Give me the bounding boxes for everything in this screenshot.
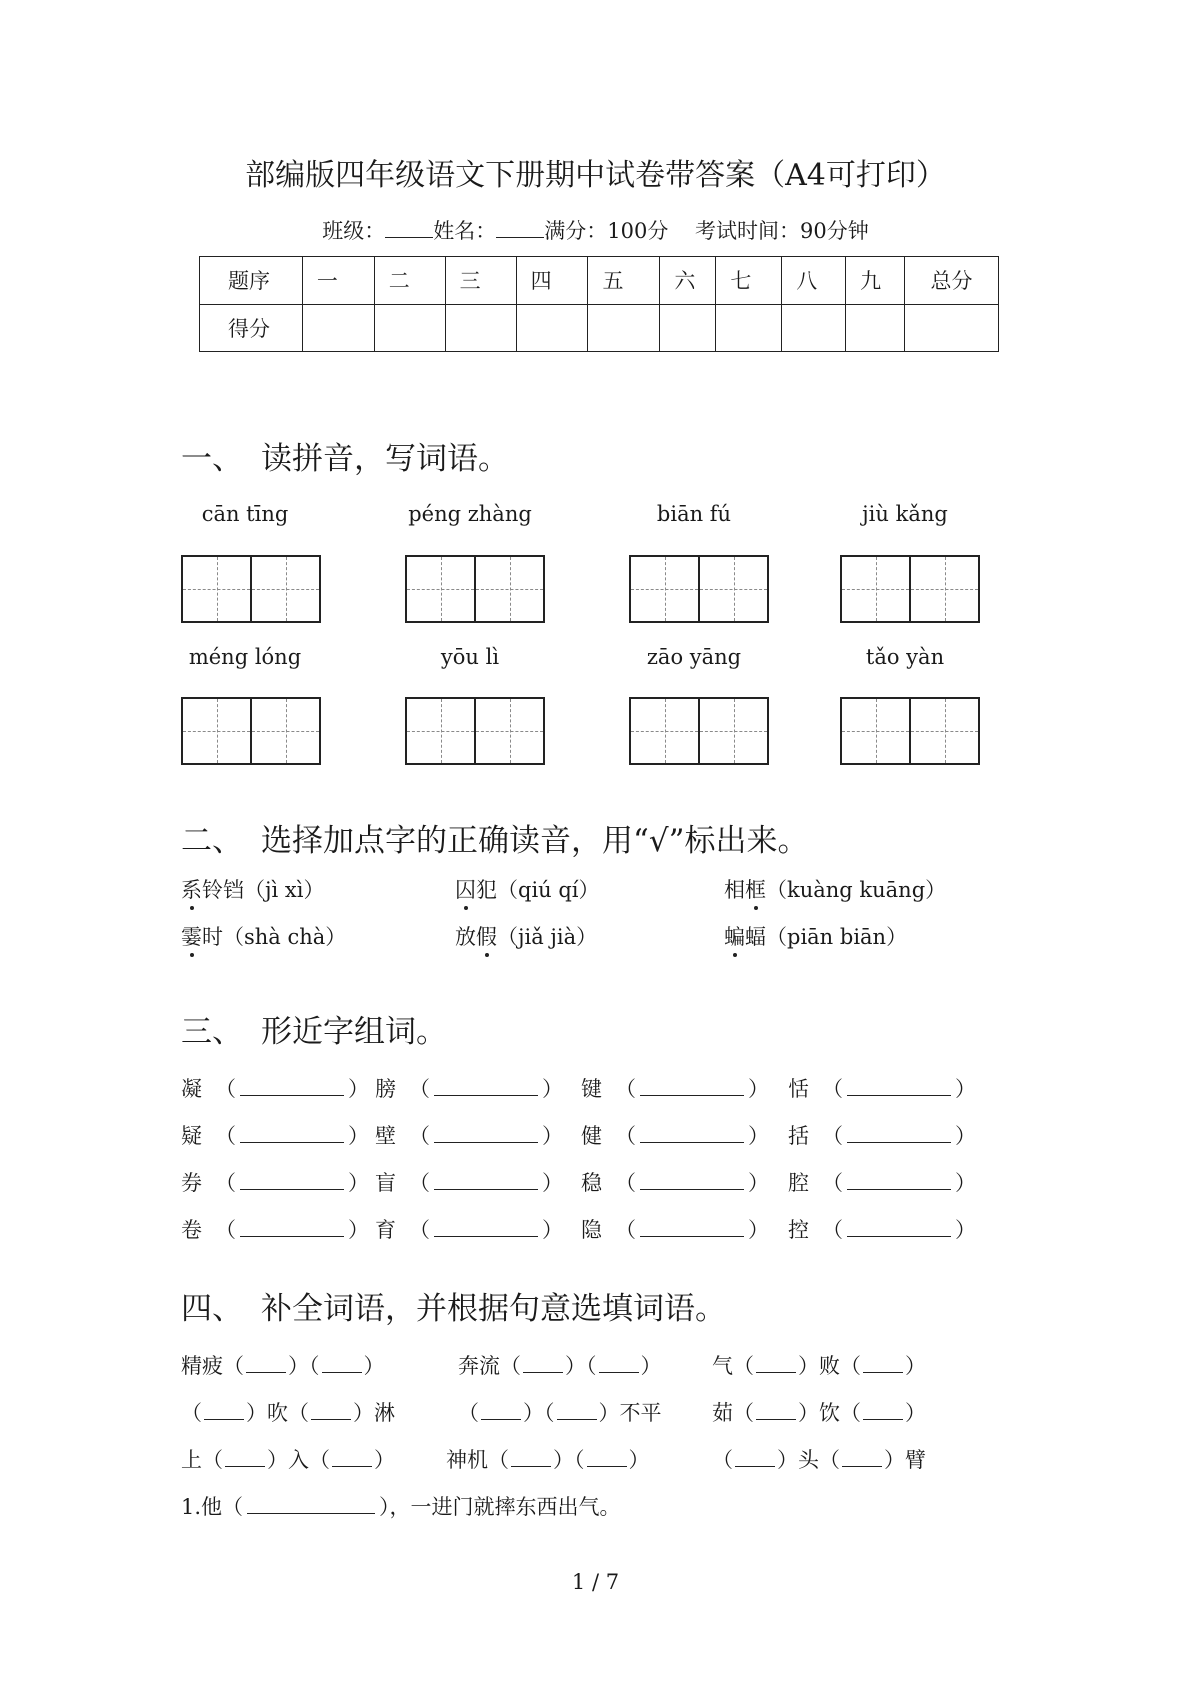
tianzige-box[interactable] bbox=[629, 555, 769, 623]
tianzige-box[interactable] bbox=[405, 555, 545, 623]
word-group-item[interactable]: 恬 （ ） bbox=[788, 1073, 976, 1103]
word-group-item[interactable]: 隐 （ ） bbox=[581, 1214, 769, 1244]
header-cell: 二 bbox=[374, 257, 445, 305]
pinyin-label: yōu lì bbox=[440, 645, 500, 669]
pronunciation-item[interactable]: 放假（jiǎ jià） bbox=[455, 921, 597, 951]
dotted-char: 假 bbox=[476, 921, 497, 951]
word-group-item[interactable]: 膀 （ ） bbox=[375, 1073, 563, 1103]
exam-time: 考试时间：90分钟 bbox=[695, 219, 869, 243]
header-cell: 三 bbox=[445, 257, 516, 305]
pronunciation-item[interactable]: 系铃铛（jì xì） bbox=[181, 874, 324, 904]
full-score: 满分：100分 bbox=[544, 219, 669, 243]
idiom-fill-item[interactable]: 上（ ）入（ ） bbox=[181, 1444, 395, 1474]
dotted-char: 框 bbox=[745, 874, 766, 904]
word-group-item[interactable]: 壁 （ ） bbox=[375, 1120, 563, 1150]
section-title: 补全词语，并根据句意选填词语。 bbox=[261, 1291, 726, 1327]
score-cell[interactable] bbox=[716, 304, 782, 352]
word-group-item[interactable]: 腔 （ ） bbox=[788, 1167, 976, 1197]
section2-heading bbox=[181, 815, 808, 860]
class-label: 班级： bbox=[322, 219, 386, 243]
word-group-item[interactable]: 盲 （ ） bbox=[375, 1167, 563, 1197]
score-cell[interactable] bbox=[374, 304, 445, 352]
idiom-fill-item[interactable]: 奔流（ ）（ ） bbox=[458, 1350, 662, 1380]
tianzige-box[interactable] bbox=[840, 697, 980, 765]
word-group-item[interactable]: 括 （ ） bbox=[788, 1120, 976, 1150]
tianzige-box[interactable] bbox=[181, 555, 321, 623]
idiom-fill-item[interactable]: （ ）（ ）不平 bbox=[458, 1397, 662, 1427]
section-number: 二、 bbox=[181, 823, 243, 859]
tianzige-box[interactable] bbox=[181, 697, 321, 765]
sentence-fill-item[interactable]: 1.他（ ），一进门就摔东西出气。 bbox=[181, 1491, 621, 1521]
idiom-fill-item[interactable]: 气（ ）败（ ） bbox=[712, 1350, 926, 1380]
pinyin-label: péng zhàng bbox=[408, 502, 532, 526]
header-cell: 四 bbox=[516, 257, 588, 305]
word-group-item[interactable]: 育 （ ） bbox=[375, 1214, 563, 1244]
idiom-fill-item[interactable]: 茹（ ）饮（ ） bbox=[712, 1397, 926, 1427]
name-blank[interactable] bbox=[496, 217, 544, 238]
dotted-char: 蝙 bbox=[724, 921, 745, 951]
pinyin-label: biān fú bbox=[656, 502, 732, 526]
header-cell: 一 bbox=[302, 257, 374, 305]
pinyin-label: cān tīng bbox=[201, 502, 289, 526]
section4-heading bbox=[181, 1283, 726, 1328]
word-group-item[interactable]: 疑 （ ） bbox=[181, 1120, 369, 1150]
header-cell: 六 bbox=[660, 257, 716, 305]
section3-heading bbox=[181, 1006, 447, 1051]
idiom-fill-item[interactable]: 精疲（ ）（ ） bbox=[181, 1350, 385, 1380]
word-group-item[interactable]: 稳 （ ） bbox=[581, 1167, 769, 1197]
score-cell[interactable] bbox=[782, 304, 846, 352]
pinyin-label: jiù kǎng bbox=[862, 502, 948, 526]
section-number: 四、 bbox=[181, 1291, 243, 1327]
word-group-item[interactable]: 卷 （ ） bbox=[181, 1214, 369, 1244]
pinyin-label: zāo yāng bbox=[646, 645, 742, 669]
header-cell: 五 bbox=[588, 257, 660, 305]
section-title: 读拼音，写词语。 bbox=[261, 441, 509, 477]
word-group-item[interactable]: 凝 （ ） bbox=[181, 1073, 369, 1103]
header-cell: 题序 bbox=[200, 257, 303, 305]
score-cell[interactable] bbox=[445, 304, 516, 352]
dotted-char: 囚 bbox=[455, 874, 476, 904]
word-group-item[interactable]: 键 （ ） bbox=[581, 1073, 769, 1103]
pinyin-label: méng lóng bbox=[188, 645, 302, 669]
score-cell[interactable] bbox=[516, 304, 588, 352]
section-title: 形近字组词。 bbox=[261, 1014, 447, 1050]
dotted-char: 霎 bbox=[181, 921, 202, 951]
idiom-fill-item[interactable]: （ ）吹（ ）淋 bbox=[181, 1397, 395, 1427]
score-table bbox=[199, 256, 999, 352]
pinyin-label: tǎo yàn bbox=[865, 645, 945, 669]
score-row bbox=[200, 304, 999, 352]
header-cell-total: 总分 bbox=[905, 257, 999, 305]
header-cell: 八 bbox=[782, 257, 846, 305]
idiom-fill-item[interactable]: 神机（ ）（ ） bbox=[446, 1444, 650, 1474]
score-cell[interactable] bbox=[588, 304, 660, 352]
dotted-char: 系 bbox=[181, 874, 202, 904]
tianzige-box[interactable] bbox=[840, 555, 980, 623]
score-cell[interactable] bbox=[846, 304, 905, 352]
word-group-item[interactable]: 控 （ ） bbox=[788, 1214, 976, 1244]
score-cell[interactable] bbox=[660, 304, 716, 352]
section-number: 三、 bbox=[181, 1014, 243, 1050]
pronunciation-item[interactable]: 霎时（shà chà） bbox=[181, 921, 346, 951]
section-number: 一、 bbox=[181, 441, 243, 477]
header-cell: 七 bbox=[716, 257, 782, 305]
tianzige-box[interactable] bbox=[629, 697, 769, 765]
page-title: 部编版四年级语文下册期中试卷带答案（A4可打印） bbox=[245, 158, 946, 193]
section1-heading bbox=[181, 433, 509, 478]
page-number: 1 / 7 bbox=[571, 1570, 620, 1594]
score-header-row bbox=[200, 257, 999, 305]
header-cell: 九 bbox=[846, 257, 905, 305]
word-group-item[interactable]: 健 （ ） bbox=[581, 1120, 769, 1150]
exam-info bbox=[0, 215, 1191, 245]
pronunciation-item[interactable]: 相框（kuàng kuāng） bbox=[724, 874, 946, 904]
section-title: 选择加点字的正确读音，用“√”标出来。 bbox=[261, 823, 809, 859]
score-row-label: 得分 bbox=[200, 304, 303, 352]
score-cell[interactable] bbox=[905, 304, 999, 352]
class-blank[interactable] bbox=[385, 217, 433, 238]
tianzige-box[interactable] bbox=[405, 697, 545, 765]
score-cell[interactable] bbox=[302, 304, 374, 352]
idiom-fill-item[interactable]: （ ）头（ ）臂 bbox=[712, 1444, 926, 1474]
name-label: 姓名： bbox=[433, 219, 497, 243]
word-group-item[interactable]: 券 （ ） bbox=[181, 1167, 369, 1197]
pronunciation-item[interactable]: 蝙蝠（piān biān） bbox=[724, 921, 907, 951]
pronunciation-item[interactable]: 囚犯（qiú qí） bbox=[455, 874, 600, 904]
